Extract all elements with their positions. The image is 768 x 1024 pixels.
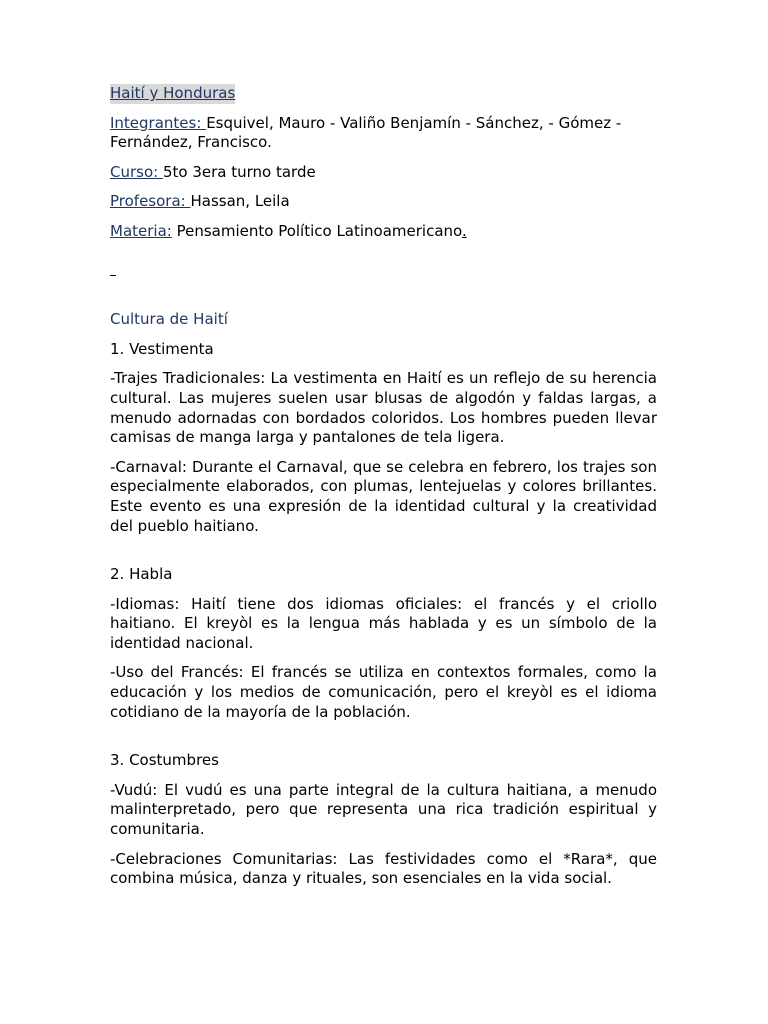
heading-habla: 2. Habla xyxy=(110,565,173,584)
paragraph-uso-frances: -Uso del Francés: El francés se utiliza en contextos formales, como la educación y los medios de comunicación, pero el kreyòl es el idioma cotidiano de la mayoría de la población. xyxy=(110,663,657,721)
profesora-value: Hassan, Leila xyxy=(190,192,290,211)
paragraph-vudu: -Vudú: El vudú es una parte integral de la cultura haitiana, a menudo malinterpretado, pero que representa una rica tradición espiritual y comunitaria. xyxy=(110,780,657,839)
paragraph-celebraciones: -Celebraciones Comunitarias: Las festividades como el *Rara*, que combina música, danza y rituales, son esenciales en la vida social. xyxy=(110,849,657,888)
document-title: Haití y Honduras xyxy=(110,84,236,102)
curso-label: Curso: xyxy=(110,162,163,181)
integrantes-line xyxy=(110,114,657,153)
materia-period: . xyxy=(461,221,467,240)
profesora-line xyxy=(110,192,657,212)
materia-label: Materia: xyxy=(110,221,172,240)
materia-value: Pensamiento Político Latinoamericano xyxy=(171,221,462,240)
integrantes-part1: Esquivel, xyxy=(206,113,274,132)
heading-vestimenta: 1. Vestimenta xyxy=(110,339,214,358)
curso-value: 5to 3era turno tarde xyxy=(162,162,316,181)
integrantes-part2: Mauro - Valiño Benjamín - Sánchez, - Gómez - Fernández, Francisco. xyxy=(110,113,622,152)
integrantes-label: Integrantes: xyxy=(110,113,207,132)
underscore-mark xyxy=(110,263,116,276)
paragraph-trajes: -Trajes Tradicionales: La vestimenta en Haití es un reflejo de su herencia cultural. Las mujeres suelen usar blusas de algodón y faldas largas, a menudo adornadas con bordados coloridos. Los hombres pueden llevar camisas de manga larga y pantalones de tela ligera. xyxy=(110,369,657,447)
paragraph-idiomas: -Idiomas: Haití tiene dos idiomas oficiales: el francés y el criollo haitiano. El kreyòl es la lengua más hablada y es un símbolo de la identidad nacional. xyxy=(110,594,657,652)
document-title-line xyxy=(110,84,657,104)
materia-line xyxy=(110,222,657,242)
paragraph-carnaval: -Carnaval: Durante el Carnaval, que se celebra en febrero, los trajes son especialmente elaborados, con plumas, lentejuelas y colores brillantes. Este evento es una expresión de la identidad cultural y la creatividad del pueblo haitiano. xyxy=(110,457,657,535)
heading-costumbres: 3. Costumbres xyxy=(110,751,219,770)
empty-marker-line xyxy=(110,262,657,282)
section-title: Cultura de Haití xyxy=(110,310,228,329)
curso-line xyxy=(110,163,657,183)
profesora-label: Profesora: xyxy=(110,192,191,211)
